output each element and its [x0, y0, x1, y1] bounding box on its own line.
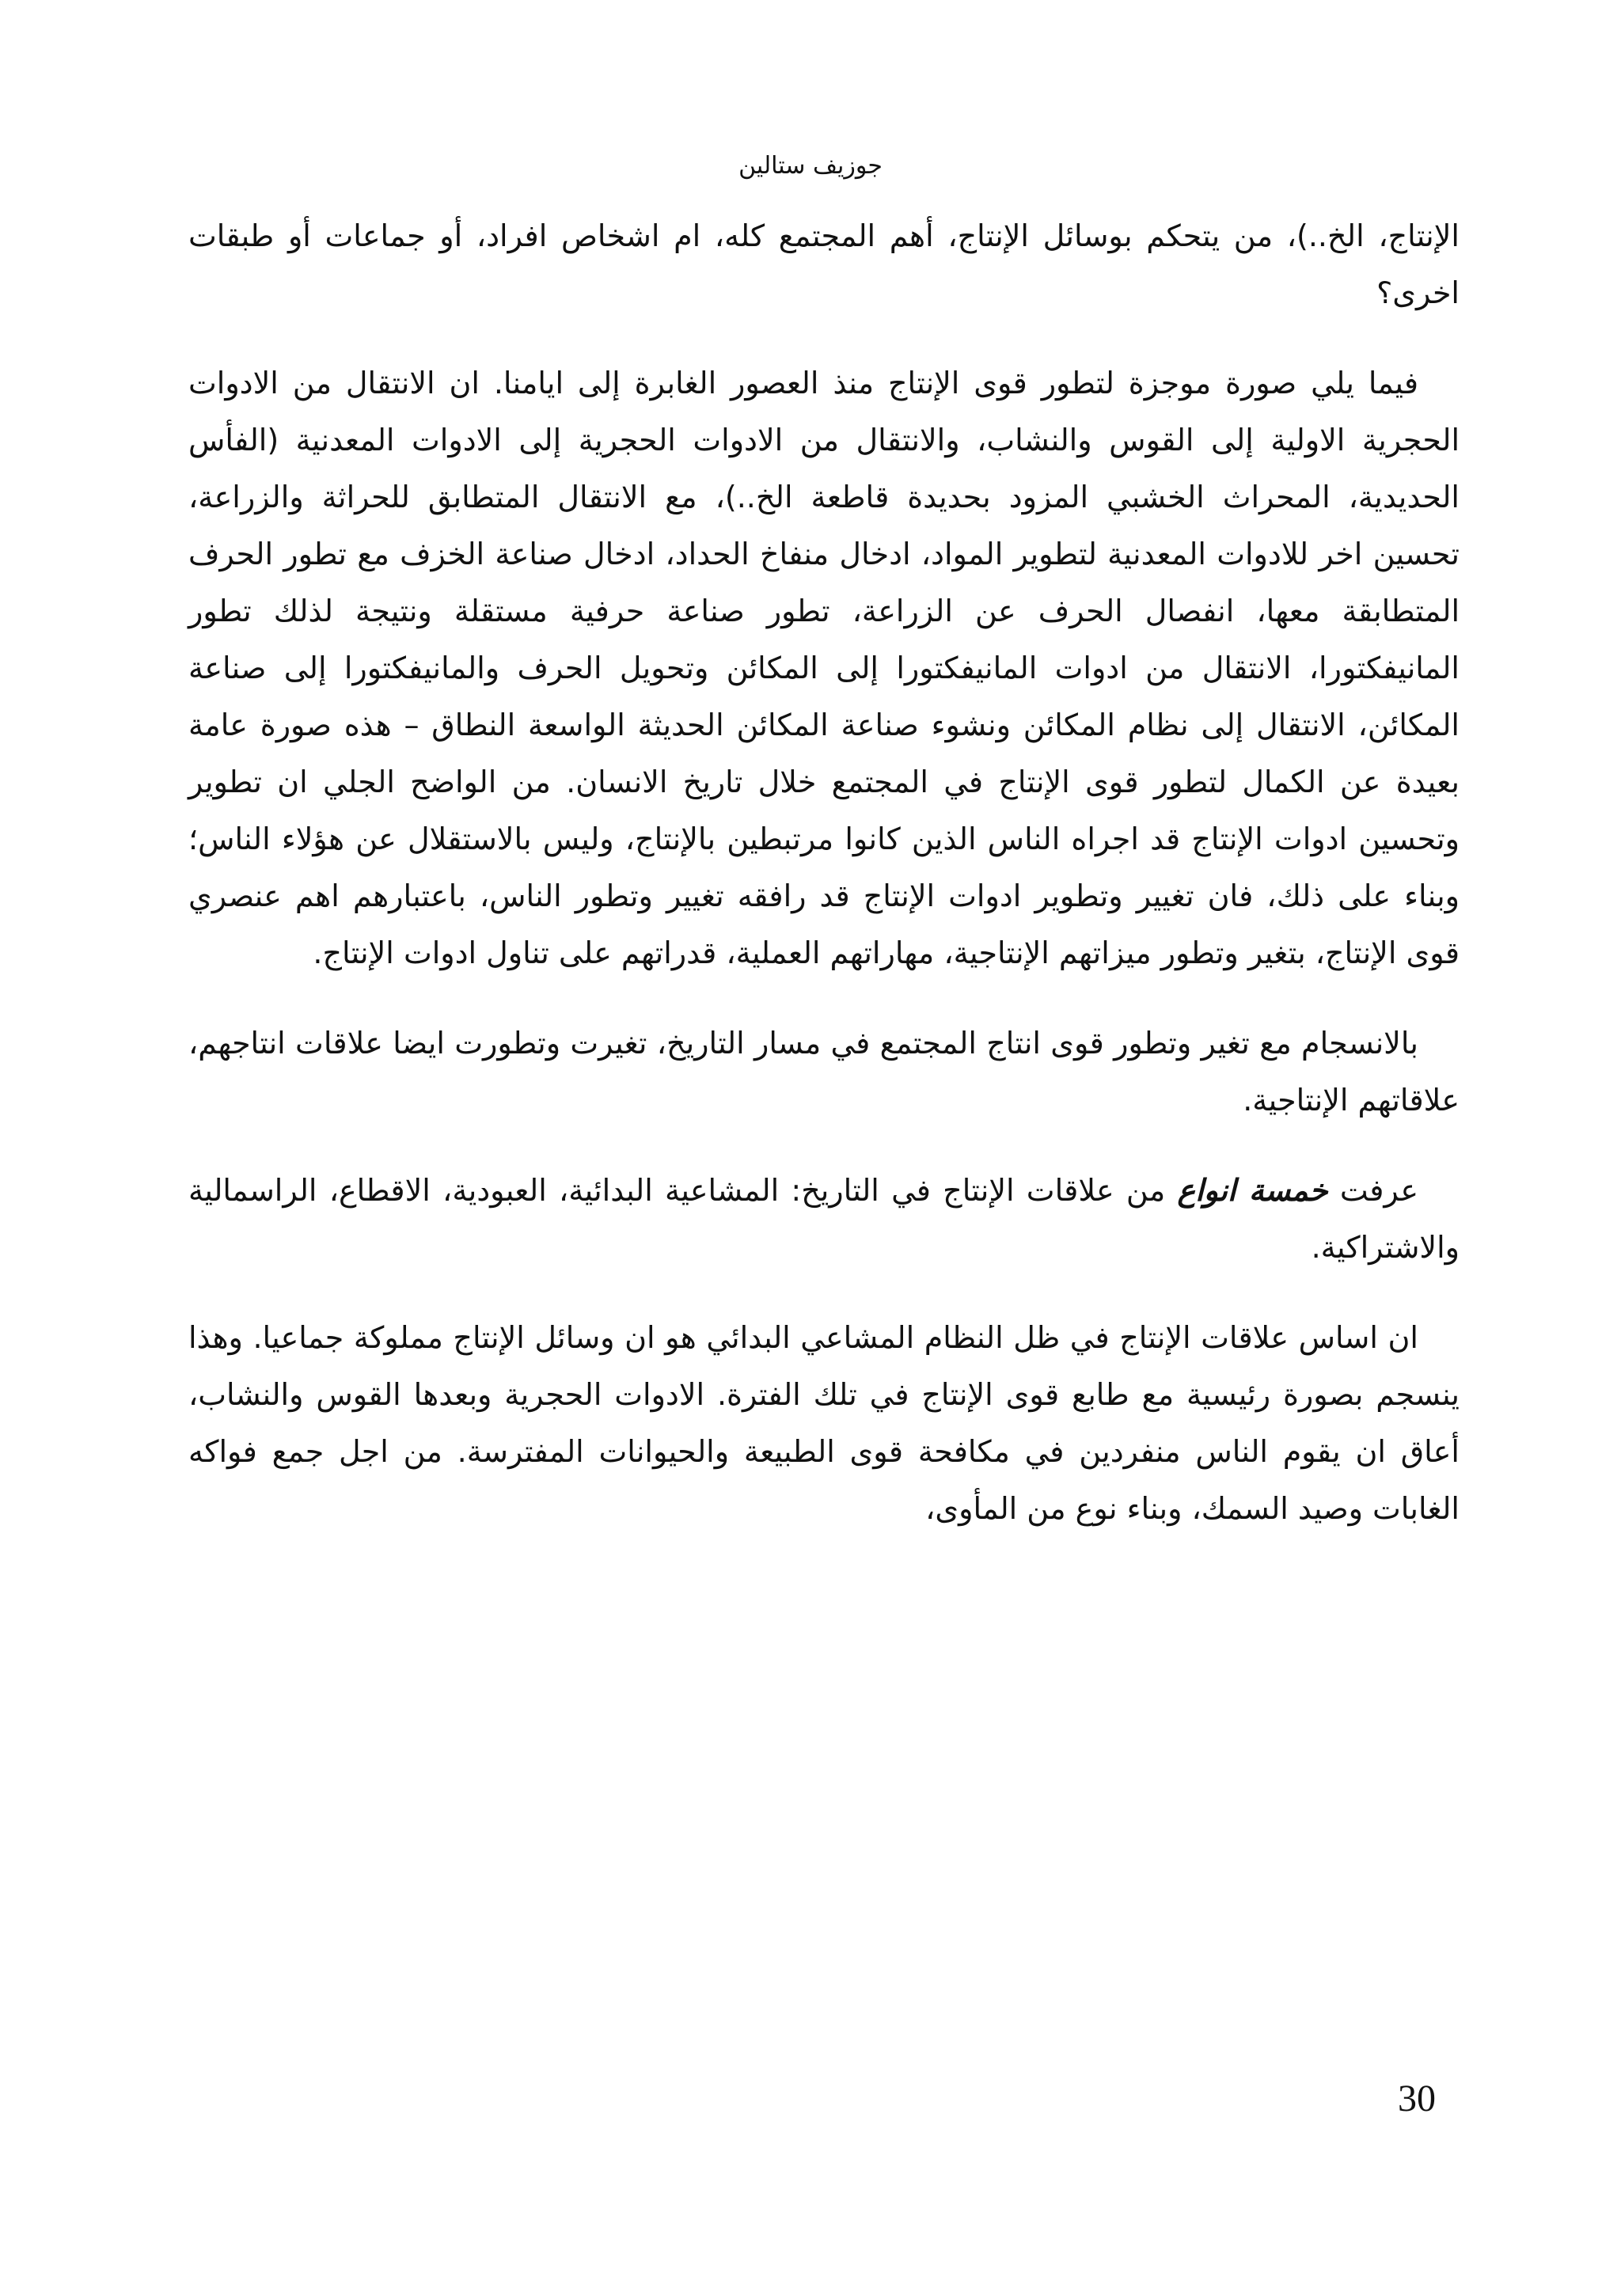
- paragraph-primitive-communal: ان اساس علاقات الإنتاج في ظل النظام المشاعي البدائي هو ان وسائل الإنتاج مملوكة جماعيا. وهذا ينسجم بصورة رئيسية مع طابع قوى الإنتاج في تلك الفترة. الادوات الحجرية وبعدها القوس والنشاب، أعاق ان يقوم الناس منفردين في مكافحة قوى الطبيعة والحيوانات المفترسة. من اجل جمع فواكه الغابات وصيد السمك، وبناء نوع من المأوى،: [188, 1320, 1460, 1526]
- five-types-rest: من علاقات الإنتاج في التاريخ: المشاعية البدائية، العبودية، الاقطاع، الراسمالية والاشتراكية.: [188, 1173, 1460, 1265]
- five-types-emphasis: خمسة انواع: [1177, 1173, 1328, 1208]
- paragraph-continuation: الإنتاج، الخ..)، من يتحكم بوسائل الإنتاج، أهم المجتمع كله، ام اشخاص افراد، أو جماعات أو طبقات اخرى؟: [188, 218, 1460, 310]
- paragraph-productive-forces: فيما يلي صورة موجزة لتطور قوى الإنتاج منذ العصور الغابرة إلى ايامنا. ان الانتقال من الادوات الحجرية الاولية إلى القوس والنشاب، والانتقال من الادوات الحجرية إلى الادوات المعدنية (الفأس الحديدية، المحراث الخشبي المزود بحديدة قاطعة الخ..)، مع الانتقال المتطابق للحراثة والزراعة، تحسين اخر للادوات المعدنية لتطوير المواد، ادخال منفاخ الحداد، ادخال صناعة الخزف مع تطور الحرف المتطابقة معها، انفصال الحرف عن الزراعة، تطور صناعة حرفية مستقلة ونتيجة لذلك تطور المانيفكتورا، الانتقال من ادوات المانيفكتورا إلى المكائن وتحويل الحرف والمانيفكتورا إلى صناعة المكائن، الانتقال إلى نظام المكائن ونشوء صناعة المكائن الحديثة الواسعة النطاق – هذه صورة عامة بعيدة عن الكمال لتطور قوى الإنتاج في المجتمع خلال تاريخ الانسان. من الواضح الجلي ان تطوير وتحسين ادوات الإنتاج قد اجراه الناس الذين كانوا مرتبطين بالإنتاج، وليس بالاستقلال عن هؤلاء الناس؛ وبناء على ذلك، فان تغيير وتطوير ادوات الإنتاج قد رافقه تغيير وتطور الناس، باعتبارهم اهم عنصري قوى الإنتاج، بتغير وتطور ميزاتهم الإنتاجية، مهاراتهم العملية، قدراتهم على تناول ادوات الإنتاج.: [188, 366, 1460, 970]
- page-number: 30: [1398, 2078, 1436, 2120]
- running-header: جوزيف ستالين: [738, 152, 883, 180]
- paragraph-relations-of-production: بالانسجام مع تغير وتطور قوى انتاج المجتمع في مسار التاريخ، تغيرت وتطورت ايضا علاقات انتاجهم، علاقاتهم الإنتاجية.: [188, 1026, 1460, 1118]
- body-text: [188, 207, 1460, 1537]
- five-types-lead: عرفت: [1339, 1173, 1418, 1208]
- paragraph-five-types: [188, 1162, 1460, 1276]
